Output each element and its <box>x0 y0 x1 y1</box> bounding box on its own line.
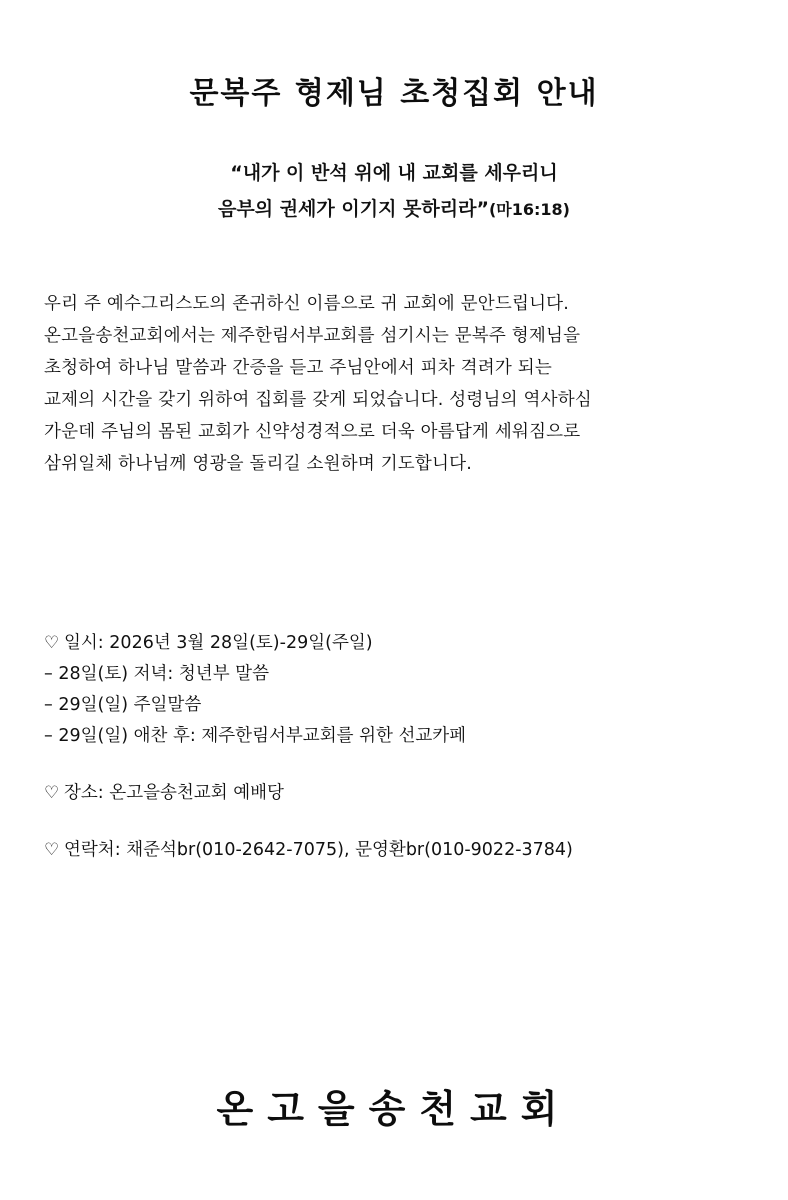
spacer <box>44 809 750 835</box>
greeting-line: 가운데 주님의 몸된 교회가 신약성경적으로 더욱 아름답게 세워짐으로 <box>44 422 581 442</box>
place-value: 온고을송천교회 예배당 <box>109 783 284 803</box>
scripture-line-1: “내가 이 반석 위에 내 교회를 세우리니 <box>230 162 558 184</box>
contact-label: 연락처: <box>64 840 121 860</box>
scripture-reference: (마16:18) <box>488 200 570 219</box>
schedule-item-row <box>44 690 750 721</box>
contact-value: 채준석br(010-2642-7075), 문영환br(010-9022-3784) <box>126 840 573 860</box>
scripture-line-2-wrap <box>0 191 788 228</box>
spacer <box>44 752 750 778</box>
heart-icon: ♡ <box>44 840 60 860</box>
page-title: 문복주 형제님 초청집회 안내 <box>189 76 599 111</box>
place-row <box>44 778 750 809</box>
greeting-line: 삼위일체 하나님께 영광을 돌리길 소원하며 기도합니다. <box>44 454 472 474</box>
scripture-line-2: 음부의 권세가 이기지 못하리라” <box>218 198 489 220</box>
heart-icon: ♡ <box>44 783 60 803</box>
schedule-item-text: 29일(일) 애찬 후: 제주한림서부교회를 위한 선교카페 <box>58 726 467 746</box>
greeting-line: 교제의 시간을 갖기 위하여 집회를 갖게 되었습니다. 성령님의 역사하심 <box>44 390 592 410</box>
greeting-line: 우리 주 예수그리스도의 존귀하신 이름으로 귀 교회에 문안드립니다. <box>44 294 570 314</box>
greeting-paragraph <box>44 288 750 480</box>
event-details <box>44 628 750 866</box>
greeting-line: 온고을송천교회에서는 제주한림서부교회를 섬기시는 문복주 형제님을 <box>44 326 581 346</box>
heart-icon: ♡ <box>44 633 60 653</box>
greeting-line: 초청하여 하나님 말씀과 간증을 듣고 주님안에서 피차 격려가 되는 <box>44 358 552 378</box>
schedule-item-row <box>44 659 750 690</box>
dash-icon: – <box>44 695 53 715</box>
schedule-label: 일시: <box>64 633 104 653</box>
schedule-item-row <box>44 721 750 752</box>
schedule-item-text: 29일(일) 주일말씀 <box>58 695 202 715</box>
scripture-quote <box>0 155 788 228</box>
dash-icon: – <box>44 726 53 746</box>
dash-icon: – <box>44 664 53 684</box>
schedule-value: 2026년 3월 28일(토)-29일(주일) <box>109 633 373 653</box>
church-name-footer: 온고을송천교회 <box>216 1087 572 1131</box>
place-label: 장소: <box>64 783 104 803</box>
contact-row <box>44 835 750 866</box>
schedule-row <box>44 628 750 659</box>
schedule-item-text: 28일(토) 저녁: 청년부 말씀 <box>58 664 269 684</box>
